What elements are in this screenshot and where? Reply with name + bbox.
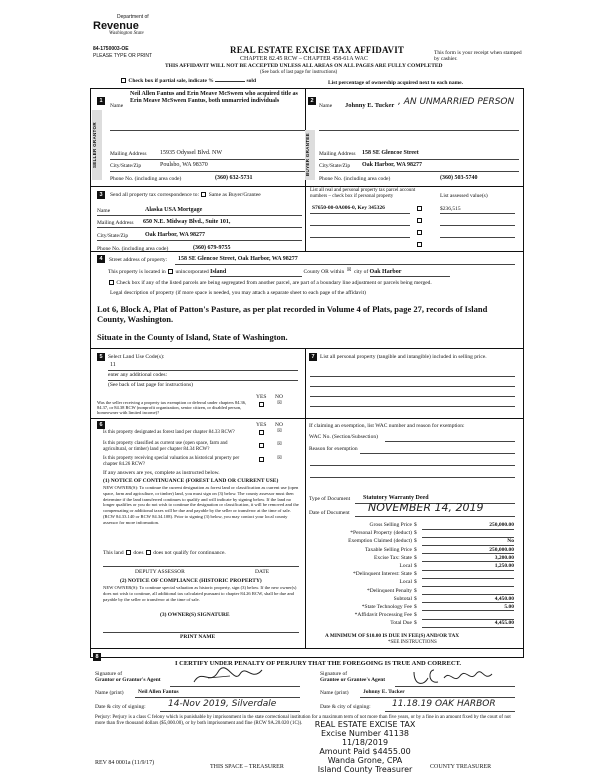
buyer-name[interactable]: Johnny E. Tucker xyxy=(345,102,395,109)
tax-corr-address[interactable]: 650 N.E. Midway Blvd., Suite 101, xyxy=(143,219,231,225)
form-code: 84-1750003-OE xyxy=(93,46,129,52)
doc-type-label: Type of Document xyxy=(309,496,351,502)
tax-corr-row xyxy=(110,192,261,198)
land-does-label: does xyxy=(133,550,144,556)
land-does-not-label: does not qualify for continuance. xyxy=(153,550,226,556)
tax-row-label: Total Due xyxy=(390,620,412,627)
tax-row-value[interactable]: 4,455.00 xyxy=(422,620,514,628)
tax-row-value[interactable]: 250,000.00 xyxy=(422,547,514,555)
parcel-personal-checkbox-2[interactable] xyxy=(417,218,422,223)
tax-row xyxy=(310,596,520,604)
rev-number: REV 84 0001a (11/9/17) xyxy=(95,760,155,766)
tax-row-value[interactable]: 1,250.00 xyxy=(422,563,514,571)
form-see-back: (See back of last page for instructions) xyxy=(260,70,338,75)
q1-yes-checkbox[interactable] xyxy=(259,402,264,407)
minimum-note: A MINIMUM OF $10.00 IS DUE IN FEE(S) AND/OR TAX xyxy=(325,633,460,639)
tax-row xyxy=(310,620,520,628)
doc-date[interactable]: NOVEMBER 14, 2019 xyxy=(368,501,484,514)
tax-row-value[interactable] xyxy=(422,530,514,538)
same-as-buyer-label: Same as Buyer/Grantee xyxy=(208,192,261,198)
seller-phone-label: Phone No. (including area code) xyxy=(110,176,182,182)
tax-row-value[interactable]: 250,000.00 xyxy=(422,522,514,530)
question-forest: Is this property designated as forest land per chapter 84.33 RCW? xyxy=(103,430,235,435)
partial-sale-label: Check box if partial sale, indicate % xyxy=(128,78,214,84)
tax-corr-name[interactable]: Alaska USA Mortgage xyxy=(145,207,203,213)
tax-row-currency: $ xyxy=(414,612,417,619)
list-pct-note: List percentage of ownership acquired next to each name. xyxy=(328,80,463,86)
stamp-line-2: Excise Number 41138 xyxy=(320,729,410,738)
dor-logo xyxy=(93,15,155,37)
tax-row-currency: $ xyxy=(414,554,417,561)
grantee-sig-label xyxy=(320,671,385,684)
buyer-address-label: Mailing Address xyxy=(319,151,356,157)
grantee-sig-label-1: Signature of xyxy=(320,671,348,677)
partial-sale-checkbox[interactable] xyxy=(121,78,126,83)
notice-continuance-text: NEW OWNER(S): To continue the current designation as forest land or classification as current use (open space, farm and agriculture, or timber) land, you must sign on (3) below. The county assessor must then determine if the land transferred continues to qualify and will indicate by signing below. If the land no longer qualifies or you do not wish to continue the designation or classification, it will be removed and the compensating or additional taxes will be due and payable by the seller or transferor at the time of sale. (RCW 84.33.140 or RCW 84.34.108). Prior to signing (3) below, you may contact your local county assessor for more information. xyxy=(103,485,299,525)
grantor-date-label: Date & city of signing: xyxy=(95,704,146,710)
tax-row-currency: $ xyxy=(414,530,417,537)
q-no-header-1: NO xyxy=(275,394,283,400)
land-use-code[interactable]: 11 xyxy=(110,362,116,368)
logo-dept-top: Department of xyxy=(117,14,149,20)
reason-label: Reason for exemption xyxy=(309,446,358,452)
tax-row xyxy=(310,563,520,571)
tax-corr-city[interactable]: Oak Harbor, WA 98277 xyxy=(145,232,206,238)
tax-corr-address-label: Mailing Address xyxy=(97,220,134,226)
logo-dept-sub: Washington State xyxy=(109,30,144,36)
legal-description[interactable]: Lot 6, Block A, Plat of Patton's Pasture, as per plat recorded in Volume 4 of Plats, page 27, records of Island County, Washington. xyxy=(97,304,488,324)
tax-row xyxy=(310,522,520,530)
grantee-name[interactable]: Johnny E. Tucker xyxy=(363,689,405,695)
question-historic: Is this property receiving special valuation as historical property per chapter 84.26 RCW? xyxy=(103,456,240,467)
seller-name-label: Name xyxy=(110,103,124,109)
section-1-badge: 1 xyxy=(97,97,105,105)
q3-no-checkbox[interactable]: ☒ xyxy=(277,442,282,447)
partial-sale-pct[interactable] xyxy=(215,81,245,82)
unincorporated-label: unincorporated xyxy=(175,269,209,275)
tax-row-label: *Affidavit Processing Fee xyxy=(354,612,412,619)
wac-label: WAC No. (Section/Subsection) xyxy=(309,434,378,440)
grantor-sig-label-1: Signature of xyxy=(95,671,123,677)
buyer-phone-label: Phone No. (including area code) xyxy=(319,176,391,182)
tax-row-currency: $ xyxy=(414,603,417,610)
property-county[interactable]: Island xyxy=(210,269,302,277)
treasurer-space: THIS SPACE – TREASURER xyxy=(210,764,284,770)
form-chapter: CHAPTER 82.45 RCW – CHAPTER 458-61A WAC xyxy=(240,56,368,62)
doc-type[interactable]: Statutory Warranty Deed xyxy=(363,495,429,501)
tax-corr-city-label: City/State/Zip xyxy=(97,233,129,239)
certify-text: I CERTIFY UNDER PENALTY OF PERJURY THAT THE FOREGOING IS TRUE AND CORRECT. xyxy=(175,660,462,667)
parcel-number[interactable]: S7650-00-0A006-0, Key 345326 xyxy=(312,205,385,211)
situate[interactable]: Situate in the County of Island, State of Washington. xyxy=(97,332,288,342)
tax-row xyxy=(310,588,520,596)
perjury-note: Perjury: Perjury is a class C felony which is punishable by imprisonment in the state correctional institution for a maximum term of not more than five years, or by a fine in an amount fixed by the court of not more than five thousand dollars ($5,000.00), or by both imprisonment and fine (RCW 9A.20.020 (1C)). xyxy=(95,715,511,726)
stamp-line-5: Wanda Grone, CPA xyxy=(327,756,403,765)
question-current-use: Is this property classified as current use (open space, farm and agricultural, or timber) land per chapter 84.34 RCW? xyxy=(103,441,228,452)
this-land-label: This land xyxy=(103,550,124,556)
land-does-not-checkbox[interactable] xyxy=(146,550,151,555)
additional-codes-label: enter any additional codes: xyxy=(108,372,168,378)
question-exemption: Was the seller receiving a property tax exemption or deferral under chapters 84.36, 84.37, or 84.38 RCW (nonprofit organization, senior citizen, or disabled person, homeowner with limited income)? xyxy=(97,400,247,416)
seller-side-label: SELLER GRANTOR xyxy=(92,110,102,180)
this-land-row xyxy=(103,550,226,556)
segregation-checkbox[interactable] xyxy=(109,280,114,285)
land-use-label: Select Land Use Code(s): xyxy=(108,354,165,360)
see-instructions: *SEE INSTRUCTIONS xyxy=(388,640,437,645)
tax-row-label: Excise Tax: State xyxy=(373,554,412,561)
stamp-line-6: Island County Treasurer xyxy=(317,765,413,774)
tax-corr-label: Send all property tax correspondence to: xyxy=(110,192,200,198)
q-yes-header-2: YES xyxy=(256,422,267,428)
notice-compliance-text: NEW OWNER(S): To continue special valuation as historic property, sign (3) below. If the new owner(s) does not wish to continue, all additional tax calculated pursuant to chapter 84.26 RCW, shall be due and payable by the seller or transferor at the time of sale. xyxy=(103,585,297,602)
tax-row-label: Exemption Claimed (deduct) xyxy=(348,538,412,545)
grantor-sig-label-2: Grantor or Grantor's Agent xyxy=(95,677,161,684)
q-no-header-2: NO xyxy=(275,422,283,428)
q4-yes-checkbox[interactable] xyxy=(259,457,264,462)
parcel-personal-checkbox-1[interactable] xyxy=(417,206,422,211)
grantee-date[interactable]: 11.18.19 OAK HARBOR xyxy=(392,699,496,709)
assessed-value[interactable]: $236,515 xyxy=(440,206,461,212)
parcels-header: List all real and personal property tax parcel account numbers – check box if personal property xyxy=(310,188,416,199)
unincorporated-checkbox[interactable] xyxy=(168,269,173,274)
tax-row-currency: $ xyxy=(414,579,417,586)
tax-row-currency: $ xyxy=(414,620,417,627)
buyer-phone[interactable]: (360) 503-5740 xyxy=(440,175,478,181)
tax-row-currency: $ xyxy=(414,562,417,569)
print-name-label: PRINT NAME xyxy=(180,634,216,640)
property-street[interactable]: 158 SE Glencoe Street, Oak Harbor, WA 98277 xyxy=(178,256,298,262)
tax-row-value[interactable] xyxy=(422,571,514,579)
any-yes-note: If any answers are yes, complete as instructed below. xyxy=(103,470,220,476)
land-use-see-back: (See back of last page for instructions) xyxy=(108,382,193,388)
seller-address[interactable]: 15935 Odyssel Blvd. NW xyxy=(160,150,222,156)
logo-dept-main: Revenue xyxy=(93,19,139,32)
seller-phone[interactable]: (360) 632-5731 xyxy=(215,175,253,181)
city-of-label: city of xyxy=(353,269,369,275)
segregation-row xyxy=(108,280,518,286)
tax-row-label: Local xyxy=(399,562,412,569)
tax-corr-phone[interactable]: (360) 679-9755 xyxy=(193,245,231,251)
tax-row-label: *Delinquent Interest: State xyxy=(353,571,412,578)
grantor-name[interactable]: Neil Allen Fantus xyxy=(138,689,179,695)
tax-row-label: *Personal Property (deduct) xyxy=(350,530,412,537)
q-yes-header-1: YES xyxy=(256,394,267,400)
tax-row-label: Subtotal xyxy=(393,595,412,602)
buyer-city[interactable]: Oak Harbor, WA 98277 xyxy=(362,162,423,168)
buyer-address[interactable]: 158 SE Glencoe Street xyxy=(362,150,419,156)
parcel-personal-checkbox-4[interactable] xyxy=(417,242,422,247)
tax-row xyxy=(310,547,520,555)
buyer-city-label: City/State/Zip xyxy=(319,163,351,169)
grantee-sig-label-2: Grantee or Grantee's Agent xyxy=(320,677,386,684)
seller-name[interactable]: Neil Allen Fantus and Erin Meave McSween who acquired title as Erin Meave McSween Fantus, both unmarried individuals xyxy=(130,91,298,104)
form-warning: THIS AFFIDAVIT WILL NOT BE ACCEPTED UNLESS ALL AREAS ON ALL PAGES ARE FULLY COMPLETED xyxy=(165,63,443,69)
same-as-buyer-checkbox[interactable] xyxy=(201,192,206,197)
treasurer-stamp xyxy=(300,720,430,774)
tax-row-value[interactable]: 3,200.00 xyxy=(422,555,514,563)
notice-continuance-title: (1) NOTICE OF CONTINUANCE (FOREST LAND OR CURRENT USE) xyxy=(103,478,279,484)
owner-signature-label: (3) OWNER(S) SIGNATURE xyxy=(160,612,230,618)
tax-row-value[interactable]: No xyxy=(422,538,514,546)
q1-no-checkbox[interactable]: ☒ xyxy=(277,401,282,406)
tax-row-label: Gross Selling Price xyxy=(369,522,412,528)
tax-corr-phone-label: Phone No. (including area code) xyxy=(97,246,169,252)
q2-no-checkbox[interactable]: ☒ xyxy=(277,429,282,434)
type-or-print: PLEASE TYPE OR PRINT xyxy=(93,53,153,59)
county-or-label: County OR within xyxy=(303,269,345,275)
section-4-badge: 4 xyxy=(97,255,105,263)
stamp-line-3: 11/18/2019 xyxy=(341,738,389,747)
section-2-badge: 2 xyxy=(308,97,316,105)
receipt-note: This form is your receipt when stamped by cashier. xyxy=(434,50,522,63)
tax-row-label: *State Technology Fee xyxy=(361,603,412,610)
grantor-sig-label xyxy=(95,671,161,684)
buyer-name-label: Name xyxy=(319,103,333,109)
assessed-header: List assessed value(s) xyxy=(440,193,488,199)
personal-property-label: List all personal property (tangible and intangible) included in selling price. xyxy=(320,354,487,360)
stamp-line-4: Amount Paid $4455.00 xyxy=(319,747,411,756)
land-does-checkbox[interactable] xyxy=(126,550,131,555)
legal-label: Legal description of property (if more space is needed, you may attach a separate sheet to each page of the affidavit) xyxy=(110,290,366,296)
tax-row-value[interactable] xyxy=(422,612,514,620)
tax-row-currency: $ xyxy=(414,595,417,602)
tax-row-currency: $ xyxy=(414,571,417,578)
buyer-name-handwritten[interactable]: , AN UNMARRIED PERSON xyxy=(398,97,515,107)
tax-row-currency: $ xyxy=(414,546,417,553)
tax-row-currency: $ xyxy=(414,587,417,594)
tax-row xyxy=(310,555,520,563)
q3-yes-checkbox[interactable] xyxy=(259,443,264,448)
grantor-signature[interactable] xyxy=(190,664,270,688)
partial-sale-row xyxy=(120,78,256,84)
tax-row xyxy=(310,579,520,587)
located-in-label: This property is located in xyxy=(108,269,166,275)
doc-date-label: Date of Document xyxy=(309,510,350,516)
partial-sale-sold: sold xyxy=(246,78,257,84)
section-5-badge: 5 xyxy=(97,353,105,361)
grantee-signature[interactable] xyxy=(410,664,510,688)
deputy-date-label: DATE xyxy=(255,569,270,575)
section-6-badge-left: 6 xyxy=(97,421,105,429)
seller-city-label: City/State/Zip xyxy=(110,163,142,169)
tax-row-label: *Delinquent Penalty xyxy=(366,587,412,594)
seller-address-label: Mailing Address xyxy=(110,151,147,157)
tax-row xyxy=(310,538,520,546)
tax-table xyxy=(310,522,520,628)
tax-row-currency: $ xyxy=(414,522,417,528)
section-3-badge: 3 xyxy=(97,191,105,199)
tax-row xyxy=(310,604,520,612)
stamp-line-1: REAL ESTATE EXCISE TAX xyxy=(314,720,416,729)
parcel-personal-checkbox-3[interactable] xyxy=(417,230,422,235)
grantor-date[interactable]: 14-Nov 2019, Silverdale xyxy=(168,699,277,709)
q4-no-checkbox[interactable]: ☒ xyxy=(277,456,282,461)
grantee-name-label: Name (print) xyxy=(320,690,349,696)
tax-row-value[interactable]: 4,450.00 xyxy=(422,596,514,604)
form-title: REAL ESTATE EXCISE TAX AFFIDAVIT xyxy=(230,45,405,55)
tax-corr-name-label: Name xyxy=(97,208,111,214)
grantee-date-label: Date & city of signing: xyxy=(320,704,371,710)
tax-row-currency: $ xyxy=(414,538,417,545)
grantor-name-label: Name (print) xyxy=(95,690,124,696)
q2-yes-checkbox[interactable] xyxy=(259,430,264,435)
street-label: Street address of property: xyxy=(109,257,168,263)
section-7-badge: 7 xyxy=(309,353,317,361)
tax-row-label: Local xyxy=(399,579,412,586)
property-city[interactable]: Oak Harbor xyxy=(370,269,450,277)
located-row xyxy=(108,269,518,277)
deputy-assessor-label: DEPUTY ASSESSOR xyxy=(135,569,185,575)
within-city-checkbox[interactable]: ☒ xyxy=(346,268,352,274)
tax-row-value[interactable] xyxy=(422,579,514,587)
tax-row-value[interactable] xyxy=(422,588,514,596)
buyer-side-label: BUYER GRANTEE xyxy=(305,130,315,180)
exemption-label: If claiming an exemption, list WAC number and reason for exemption: xyxy=(309,423,465,429)
notice-compliance-title: (2) NOTICE OF COMPLIANCE (HISTORIC PROPERTY) xyxy=(120,578,262,584)
seller-city[interactable]: Poulsbo, WA 98370 xyxy=(160,162,208,168)
tax-row-value[interactable]: 5.00 xyxy=(422,604,514,612)
segregation-label: Check box if any of the listed parcels are being segregated from another parcel, are part of a boundary line adjustment or parcels being merged. xyxy=(116,280,432,286)
tax-row-label: Taxable Selling Price xyxy=(365,546,412,553)
county-treasurer: COUNTY TREASURER xyxy=(430,764,492,770)
section-8-badge: 8 xyxy=(93,653,101,661)
